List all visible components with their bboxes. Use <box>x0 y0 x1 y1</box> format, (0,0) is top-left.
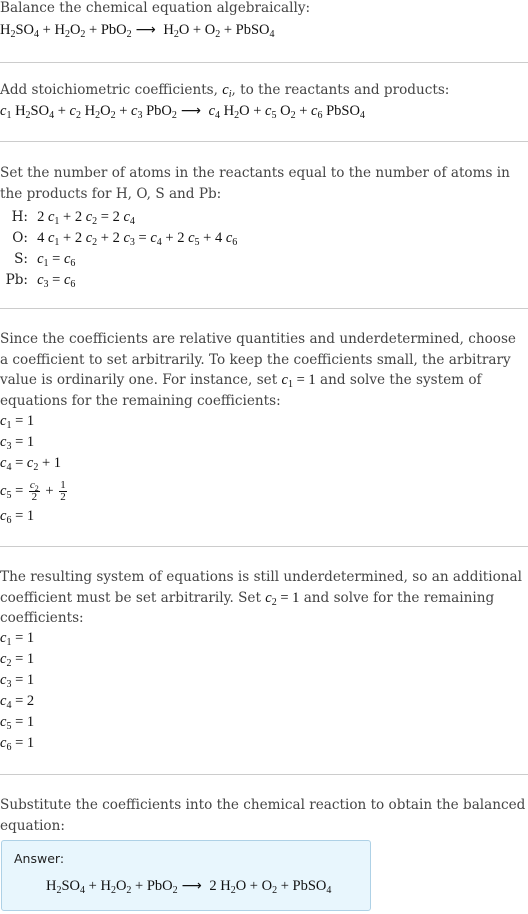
section-divider <box>0 62 528 63</box>
solution-line: $c_3 = 1$ <box>0 672 35 690</box>
equation-o: O: 4 $c_1 + 2$ $c_2 + 2$ $c_3 = c_4 + 2$ $c_5 + 4$ $c_6$ <box>0 226 237 247</box>
solution-line: $c_4 = c_2 + 1$ <box>0 455 61 473</box>
substitute-intro: Substitute the coefficients into the chemical reaction to obtain the balanced equation: <box>0 797 526 834</box>
solution-line: $c_6 = 1$ <box>0 508 35 526</box>
element-label: Pb: <box>5 272 28 288</box>
solution-line: $c_1 = 1$ <box>0 630 35 648</box>
balanced-equation: $H_2SO_4 + H_2O_2 + PbO_2$ ⟶ 2 $H_2O + O_2$ + PbSO$_4$ <box>46 878 332 896</box>
equation-pb: Pb: $c_3 = c_6$ <box>0 268 75 289</box>
atoms-intro: Set the number of atoms in the reactants equal to the number of atoms in the products for H, O, S and Pb: <box>0 165 510 202</box>
equation-s: S: $c_1 = c_6$ <box>0 247 75 268</box>
equation-with-coefficients: $c_1$ $H_2SO_4 + c_2$ $H_2O_2 + c_3$ PbO$_2$ ⟶ $c_4$ $H_2O + c_5$ $O_2 + c_6$ PbSO$_4$ <box>0 103 365 121</box>
solution-line: $c_5 = 1$ <box>0 714 35 732</box>
coefficients-intro: Add stoichiometric coefficients, $c_i$, to the reactants and products: <box>0 82 450 100</box>
section-divider <box>0 141 528 142</box>
section-divider <box>0 308 528 309</box>
answer-box <box>1 840 371 911</box>
solution-line: $c_3 = 1$ <box>0 434 35 452</box>
answer-label: Answer: <box>14 851 65 866</box>
section-divider <box>0 774 528 775</box>
unbalanced-equation: $H_2SO_4 + H_2O_2 + PbO_2$ ⟶ $H_2O + O_2$ + PbSO$_4$ <box>0 22 275 40</box>
element-label: H: <box>11 209 28 225</box>
solution-line: $c_4 = 2$ <box>0 693 35 711</box>
solution-line: $c_2 = 1$ <box>0 651 35 669</box>
arbitrary-intro: Since the coefficients are relative quantities and underdetermined, choose a coefficient to set arbitrarily. To keep the coefficients small, the arbitrary value is ordinarily one. For instance, set $c_1 = 1$ and solve the system of equations for the remaining coefficients: <box>0 331 516 409</box>
second-arbitrary-intro: The resulting system of equations is still underdetermined, so an additional coefficient must be set arbitrarily. Set $c_2 = 1$ and solve for the remaining coefficients: <box>0 569 522 626</box>
intro-text: Balance the chemical equation algebraically: <box>0 0 311 16</box>
solution-line: $c_6 = 1$ <box>0 735 35 753</box>
element-label: O: <box>12 230 28 246</box>
element-label: S: <box>14 251 28 267</box>
solution-line: $c_1 = 1$ <box>0 413 35 431</box>
solution-line: $c_5$ = $\frac{c_2}{2}$ + $\frac{1}{2}$ <box>0 479 66 504</box>
equation-h: H: 2 $c_1 + 2$ $c_2 = 2$ $c_4$ <box>0 205 135 226</box>
section-divider <box>0 546 528 547</box>
